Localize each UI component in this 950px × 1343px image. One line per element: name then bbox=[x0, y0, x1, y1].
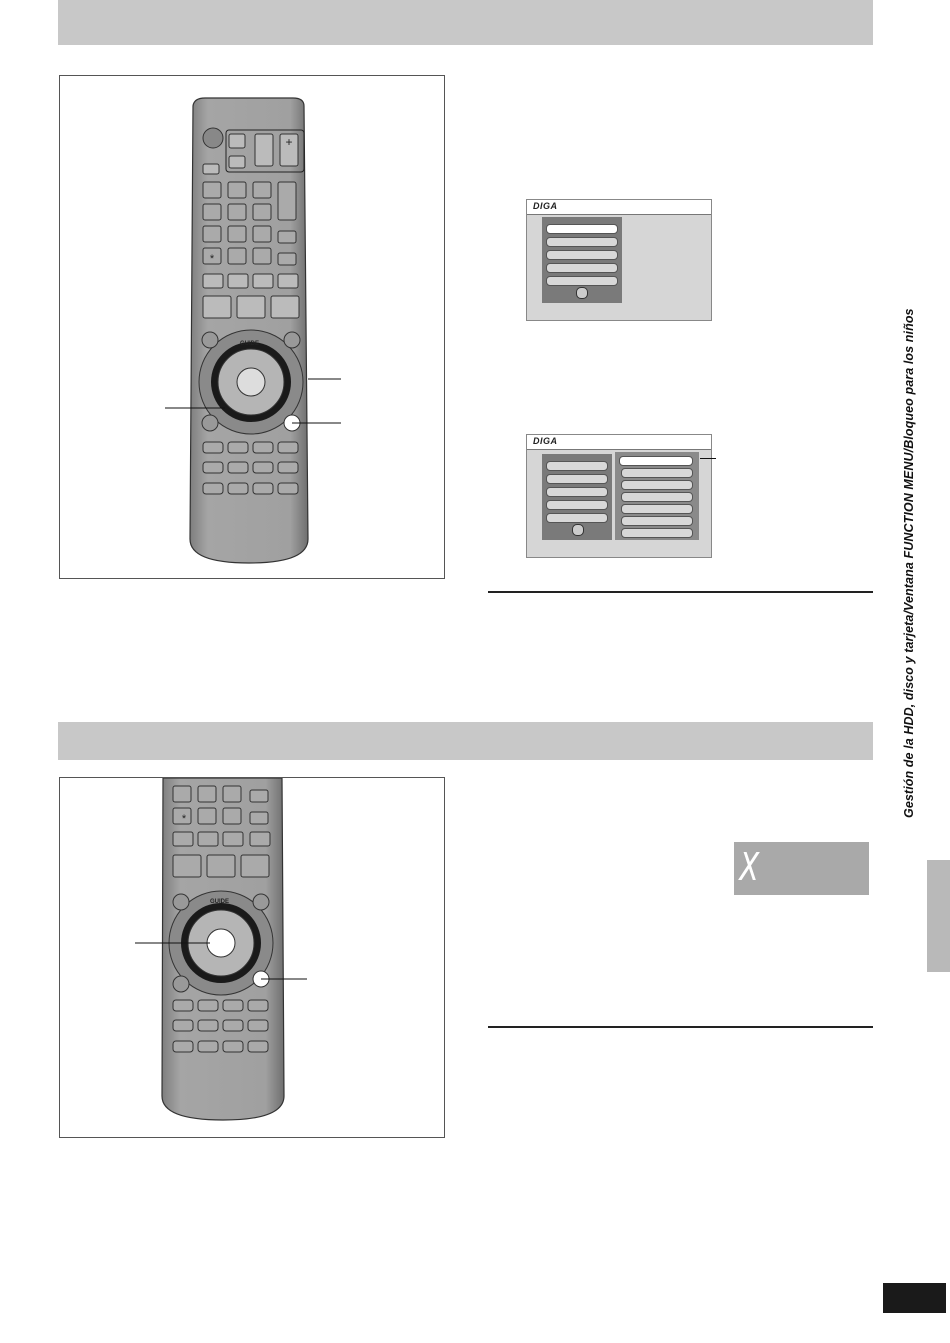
menu-panel bbox=[542, 454, 612, 540]
page-number-box bbox=[883, 1283, 946, 1313]
submenu-item-6 bbox=[621, 516, 693, 526]
menu-item-1 bbox=[546, 224, 618, 234]
submenu-item-4 bbox=[621, 492, 693, 502]
front-panel-display bbox=[734, 842, 869, 933]
screen-body bbox=[527, 215, 711, 320]
screen-header bbox=[527, 435, 711, 450]
submenu-item-1 bbox=[619, 456, 693, 466]
display-text: X HOLD bbox=[740, 845, 839, 933]
menu-item-5 bbox=[546, 513, 608, 523]
submenu-panel bbox=[615, 452, 699, 540]
section-header-band-top bbox=[58, 0, 873, 45]
remote-control-drawing bbox=[60, 76, 444, 578]
remote-control-drawing-partial bbox=[60, 778, 444, 1137]
function-menu-screen-2 bbox=[526, 434, 712, 558]
side-title-part1: Gestión de la HDD, disco y tarjeta/Ventana FUNCTION MENU/ bbox=[902, 448, 916, 818]
function-menu-screen-1 bbox=[526, 199, 712, 321]
menu-item-5 bbox=[546, 276, 618, 286]
side-tab bbox=[927, 860, 950, 972]
menu-item-2 bbox=[546, 237, 618, 247]
screen2-callout bbox=[700, 458, 716, 459]
section-header-band-bottom bbox=[58, 722, 873, 760]
menu-item-1 bbox=[546, 461, 608, 471]
side-title-part2: Bloqueo para los niños bbox=[902, 308, 916, 449]
menu-item-2 bbox=[546, 474, 608, 484]
menu-item-3 bbox=[546, 250, 618, 260]
dial-icon bbox=[576, 287, 588, 299]
svg-text:*: * bbox=[209, 253, 215, 265]
submenu-item-5 bbox=[621, 504, 693, 514]
screen-body bbox=[527, 450, 711, 557]
dial-icon bbox=[572, 524, 584, 536]
screen-header bbox=[527, 200, 711, 215]
svg-text:+: + bbox=[285, 135, 293, 149]
divider-bottom bbox=[488, 1026, 873, 1028]
menu-item-4 bbox=[546, 263, 618, 273]
diga-logo: DIGA bbox=[533, 201, 558, 211]
menu-panel bbox=[542, 217, 622, 303]
guide-label: GUIDE bbox=[210, 899, 230, 905]
menu-item-3 bbox=[546, 487, 608, 497]
submenu-item-2 bbox=[621, 468, 693, 478]
menu-item-4 bbox=[546, 500, 608, 510]
svg-text:*: * bbox=[181, 813, 187, 825]
divider-top bbox=[488, 591, 873, 593]
guide-label: GUIDE bbox=[240, 341, 260, 347]
remote-illustration-top bbox=[59, 75, 445, 579]
submenu-item-7 bbox=[621, 528, 693, 538]
remote-illustration-bottom bbox=[59, 777, 445, 1138]
diga-logo: DIGA bbox=[533, 436, 558, 446]
submenu-item-3 bbox=[621, 480, 693, 490]
side-section-title bbox=[902, 308, 916, 818]
